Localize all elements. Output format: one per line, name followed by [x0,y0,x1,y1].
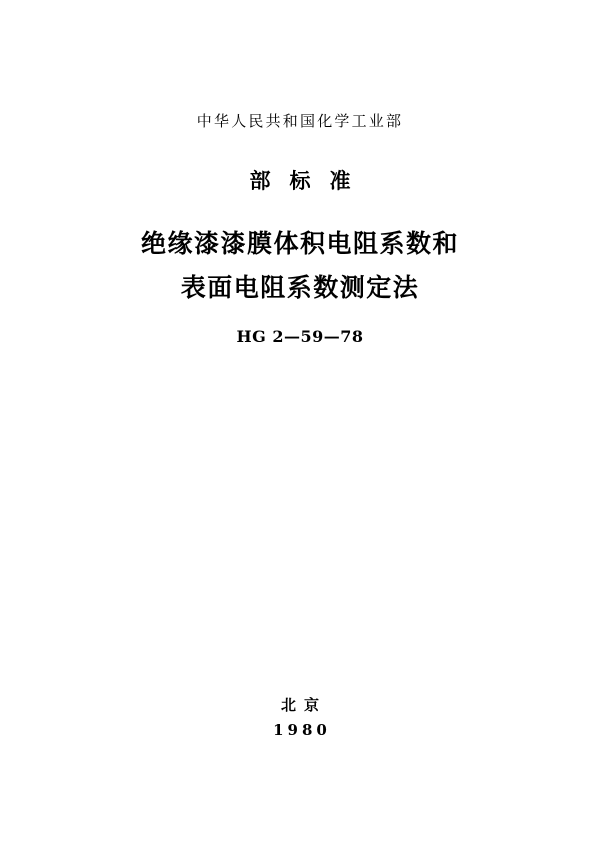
title-line-1: 绝缘漆漆膜体积电阻系数和 [140,229,459,258]
publication-year: 1980 [273,721,331,739]
title-line-2: 表面电阻系数测定法 [180,273,420,302]
publication-city: 北京 [280,696,327,714]
document-title [0,222,600,310]
document-type-heading: 部标准 [249,169,370,193]
standard-code: HG 2—59—78 [236,327,364,346]
document-footer [0,694,600,739]
issuing-authority: 中华人民共和国化学工业部 [196,112,404,130]
